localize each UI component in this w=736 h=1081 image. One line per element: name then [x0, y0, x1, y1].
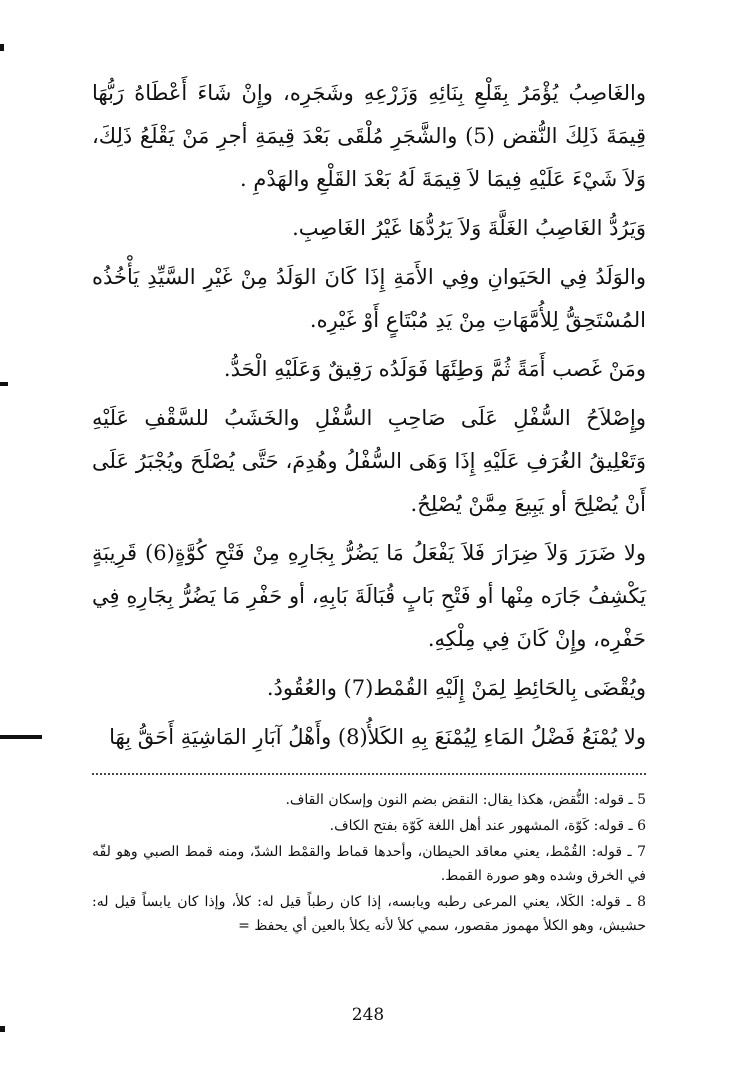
paragraph: والغَاصِبُ يُؤْمَرُ بِقَلْعِ بِنَائِهِ وَزَرْعِهِ وشَجَرِه، وإِنْ شَاءَ أَعْطَاهُ رَبُّهَا قِيمَةَ ذَلِكَ النُّقض (5) والشَّجَرِ مُلْقَى بَعْدَ قِيمَةِ أجرِ مَنْ يَقْلَعُ ذَلِكَ، وَلاَ شَيْءَ عَلَيْهِ فِيمَا لاَ قِيمَةَ لَهُ بَعْدَ القَلْعِ والهَدْمِ . — [92, 81, 646, 191]
footnote: 5 ـ قوله: النُّقض، هكذا يقال: النقض بضم النون وإسكان القاف. — [285, 792, 646, 808]
page-number: 248 — [351, 1005, 385, 1025]
paragraph: والوَلَدُ فِي الحَيَوانِ وفِي الأَمَةِ إِذَا كَانَ الوَلَدُ مِنْ غَيْرِ السَّيِّدِ يَأْخُذُه المُسْتَحِقُّ لِلأُمَّهَاتِ مِنْ يَدِ مُبْتَاعٍ أَوْ غَيْرِه. — [92, 265, 646, 332]
footnote: 7 ـ قوله: القُمْط، يعني معاقد الحيطان، وأحدها قماط والقمْط الشدّ، ومنه قمط الصبي وهو لفّه في الخرق وشده وهو صورة القمط. — [92, 844, 646, 884]
paragraph: ولا يُمْنَعُ فَضْلُ المَاءِ لِيُمْنَعَ بِهِ الكَلأُ(8) وأَهْلُ آبَارِ المَاشِيَةِ أَحَقُّ بِهَا — [109, 725, 646, 749]
footnotes — [92, 788, 646, 938]
paragraph: وإِصْلاَحُ السُّفْلِ عَلَى صَاحِبِ السُّفْلِ والخَشَبُ للسَّقْفِ عَلَيْهِ وَتَعْلِيقُ الغُرَفِ عَلَيْهِ إِذَا وَهَى السُّفْلُ وهُدِمَ، حَتَّى يُصْلَحَ ويُجْبَرُ عَلَى أَنْ يُصْلِحَ أو يَبِيعَ مِمَّنْ يُصْلِحُ. — [92, 406, 646, 516]
paragraph: وَيَرُدُّ الغَاصِبُ الغَلَّةَ وَلاَ يَرُدُّهَا غَيْرُ الغَاصِبِ. — [292, 216, 646, 240]
edge-mark-top — [0, 44, 4, 51]
paragraph: ويُقْضَى بِالحَائِطِ لِمَنْ إِلَيْهِ القُمْط(7) والعُقُودُ. — [266, 676, 646, 700]
paragraph: ومَنْ غَصب أَمَةً ثُمَّ وَطِئَهَا فَوَلَدُه رَقِيقٌ وَعَلَيْهِ الْحَدُّ. — [223, 357, 646, 381]
edge-mark-middle — [0, 382, 8, 386]
main-text — [92, 72, 646, 759]
edge-mark-bottom — [0, 1026, 5, 1032]
paragraph: ولا ضَرَرَ وَلاَ ضِرَارَ فَلاَ يَفْعَلُ مَا يَضُرُّ بِجَارِهِ مِنْ فَتْحِ كُوَّةٍ(6) قَرِيبَةٍ يَكْشِفُ جَارَه مِنْها أو فَتْحِ بَابٍ قُبَالَةَ بَابِهِ، أو حَفْرِ مَا يَضُرُّ بِجَارِهِ فِي حَفْرِه، وإِنْ كَانَ فِي مِلْكِهِ. — [92, 541, 646, 651]
footnote: 8 ـ قوله: الكَلا، يعني المرعى رطبه ويابسه، إذا كان رطباً قيل له: كلأ، وإذا كان يابساً قيل له: حشيش، وهو الكلأ مهموز مقصور، سمي كلأ لأنه يكلأ بالعين أي يحفظ = — [92, 894, 646, 934]
footnote-divider — [92, 773, 646, 775]
footnote: 6 ـ قوله: كَوّة، المشهور عند أهل اللغة كَوّة بفتح الكاف. — [329, 818, 646, 834]
edge-mark-lower — [0, 735, 42, 739]
